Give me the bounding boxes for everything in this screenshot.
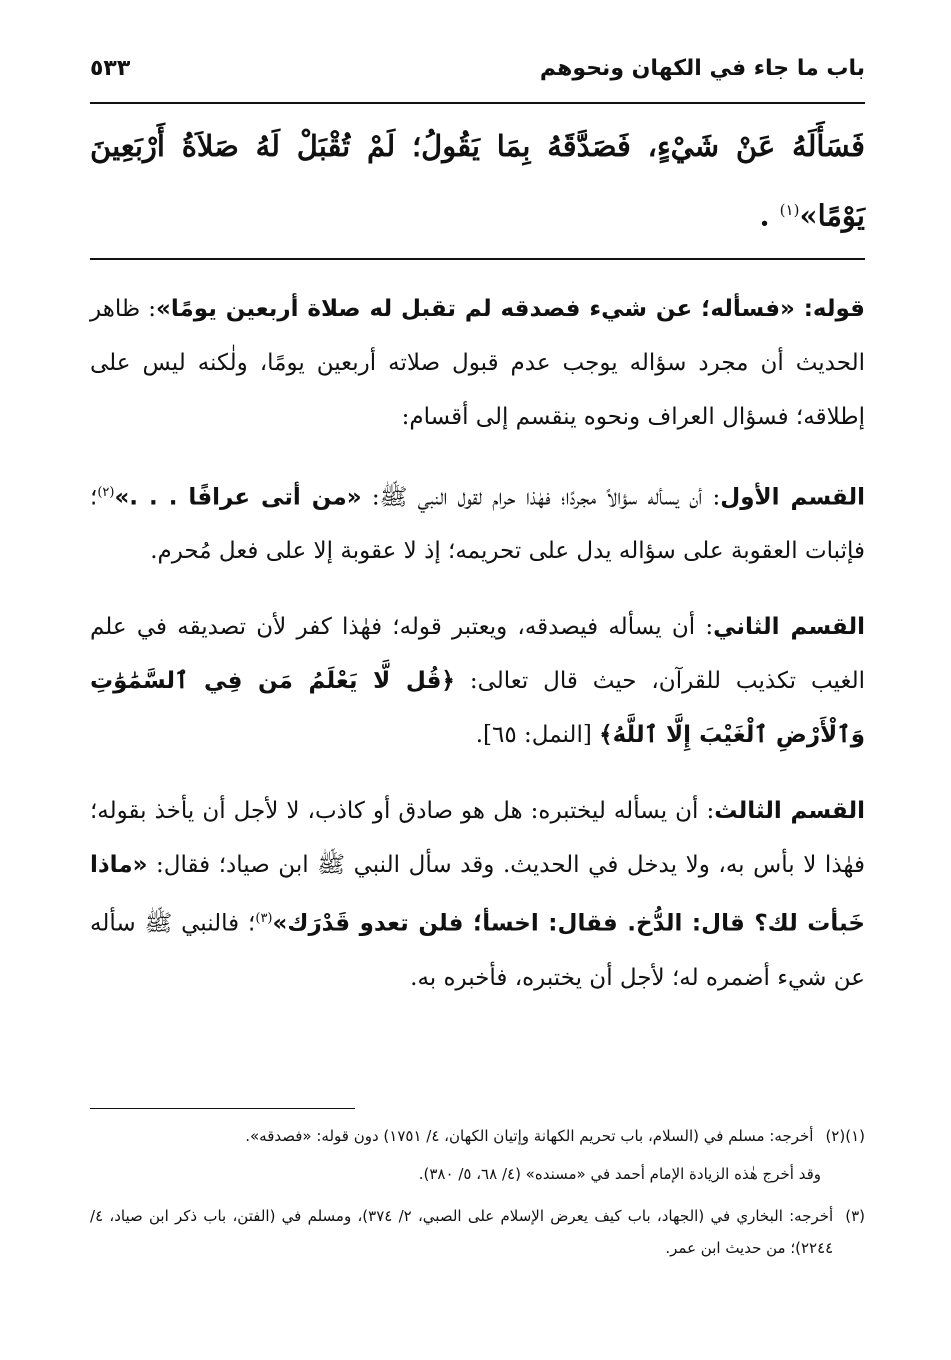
- footnote-number: (٣): [845, 1207, 865, 1225]
- footnote-ref-3: (٣): [255, 911, 273, 927]
- second-section-label: القسم الثاني: [713, 614, 865, 641]
- footnote-continuation: وقد أخرج هٰذه الزيادة الإمام أحمد في «مسنده» (٤/ ٦٨، ٥/ ٣٨٠).: [418, 1165, 821, 1183]
- footnote-3: [90, 1200, 865, 1264]
- page-number: ٥٣٣: [90, 56, 131, 81]
- footnote-number: (١)(٢): [825, 1127, 865, 1145]
- third-section-quote: «ماذا خَبأت لك؟ قال: الدُّخ. فقال: اخسأ؛ فلن تعدو قَدْرَك»: [90, 852, 865, 937]
- first-section-label: القسم الأول: [720, 484, 865, 511]
- footnotes: [90, 1120, 865, 1270]
- third-section-text-2: ؛ فالنبي ﷺ سأله عن شيء أضمره له؛ لأجل أن يختبره، فأخبره به.: [90, 910, 865, 991]
- commentary-intro: [90, 282, 865, 444]
- hadith-text: [90, 114, 865, 248]
- third-section-text: : أن يسأله ليختبره: هل هو صادق أو كاذب، لا لأجل أن يأخذ بقوله؛ فهٰذا لا بأس به، ولا يدخل في الحديث. وقد سأل النبي ﷺ ابن صياد؛ فقال:: [90, 798, 865, 879]
- first-section-text-2: ؛ فإثبات العقوبة على سؤاله يدل على تحريمه؛ إذ لا عقوبة إلا على فعل مُحرم.: [90, 484, 865, 565]
- third-section: [90, 784, 865, 1005]
- verse-citation: [النمل: ٦٥].: [475, 722, 600, 749]
- footnote-text: أخرجه: البخاري في (الجهاد، باب كيف يعرض الإسلام على الصبي، ٢/ ٣٧٤)، ومسلم في (الفتن، باب ذكر ابن صياد، ٤/ ٢٢٤٤)؛ من حديث ابن عمر.: [90, 1207, 834, 1257]
- footnote-ref-2: (٢): [97, 484, 115, 500]
- second-section-text: : أن يسأله فيصدقه، ويعتبر قوله؛ فهٰذا كفر لأن تصديقه في علم الغيب تكذيب للقرآن، حيث قال تعالى:: [90, 614, 865, 695]
- first-section: [90, 466, 865, 579]
- running-header: [90, 56, 865, 104]
- intro-body: : ظاهر الحديث أن مجرد سؤاله يوجب عدم قبول صلاته أربعين يومًا، ولٰكنه ليس على إطلاقه؛ فسؤال العراف ونحوه ينقسم إلى أقسام:: [90, 295, 865, 430]
- first-section-text: : أن يسأله سؤالاً مجردًا؛ فهٰذا حرام لقول النبي ﷺ:: [361, 484, 721, 511]
- hadith-end: .: [759, 198, 770, 233]
- page: [90, 56, 865, 1005]
- first-section-quote: «من أتى عرافًا . . .»: [114, 484, 362, 511]
- hadith-body: فَسَأَلَهُ عَنْ شَيْءٍ، فَصَدَّقَهُ بِمَا يَقُولُ؛ لَمْ تُقْبَلْ لَهُ صَلاَةُ أَرْبَعِينَ يَوْمًا»: [90, 129, 865, 233]
- intro-lead: قوله: «فسأله؛ عن شيء فصدقه لم تقبل له صلاة أربعين يومًا»: [156, 295, 865, 322]
- third-section-label: القسم الثالث: [714, 798, 865, 825]
- footnote-ref-1: (١): [779, 201, 800, 219]
- footnote-1-2: [90, 1120, 865, 1152]
- second-section: [90, 600, 865, 762]
- chapter-title: باب ما جاء في الكهان ونحوهم: [539, 56, 865, 81]
- footnote-text: أخرجه: مسلم في (السلام، باب تحريم الكهانة وإتيان الكهان، ٤/ ١٧٥١) دون قوله: «فصدقه».: [245, 1127, 814, 1145]
- footnote-separator: [90, 1108, 355, 1109]
- quran-verse: ﴿قُل لَّا يَعْلَمُ مَن فِي ٱلسَّمَٰوَٰتِ وَٱلْأَرْضِ ٱلْغَيْبَ إِلَّا ٱللَّهُ﴾: [90, 668, 865, 749]
